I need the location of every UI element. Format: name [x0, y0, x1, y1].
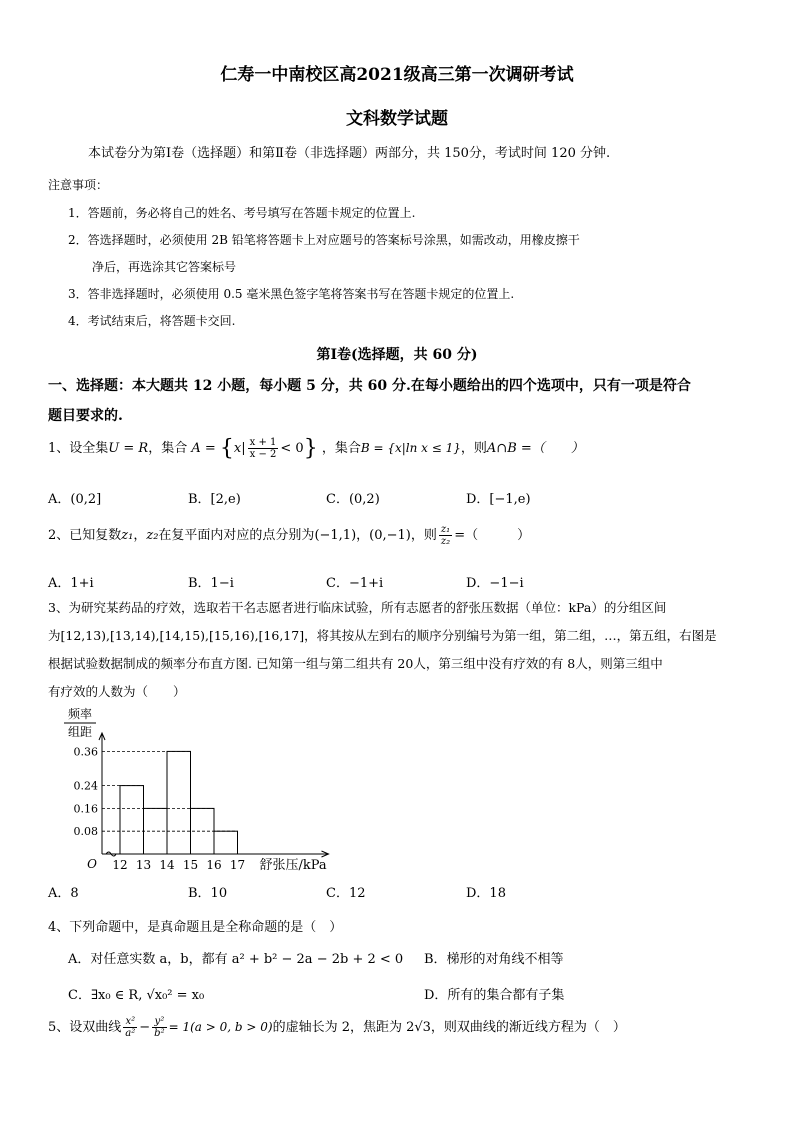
question-5 [48, 1016, 626, 1039]
section-desc: 题目要求的. [48, 408, 123, 424]
q2-fraction [439, 524, 452, 547]
note-item: 1．答题前，务必将自己的姓名、考号填写在答题卡规定的位置上. [68, 206, 416, 220]
option-b: B．10 [188, 886, 228, 901]
page-title: 仁寿一中南校区高2021级高三第一次调研考试 [220, 65, 574, 85]
q5-frac1 [123, 1016, 137, 1039]
note-item: 4．考试结束后，将答题卡交回. [68, 314, 236, 328]
q2-sep: ， [133, 528, 147, 543]
x-tick-label: 17 [229, 858, 246, 872]
option-a: A．1+i [48, 576, 94, 591]
frequency-histogram [50, 704, 370, 876]
q5-den2: b² [154, 1028, 165, 1039]
y-axis-label-den: 组距 [67, 725, 93, 739]
page-subtitle: 文科数学试题 [346, 109, 448, 129]
notes-heading: 注意事项： [48, 178, 109, 192]
q4-option-d: D．所有的集合都有子集 [424, 988, 565, 1003]
q2-frac-num: z₁ [440, 524, 451, 535]
q5-eq-tail: = 1(a > 0, b > 0) [168, 1020, 273, 1034]
q1-prefix: 1、设全集 [48, 441, 109, 456]
q5-minus: − [139, 1020, 151, 1035]
x-tick-label: 13 [135, 858, 152, 872]
q5-num2: y² [152, 1016, 166, 1028]
x-tick-label: 12 [112, 858, 128, 872]
q3-line: 有疗效的人数为（ ） [48, 684, 186, 699]
y-tick-label: 0.24 [73, 779, 98, 793]
y-tick-label: 0.08 [73, 825, 98, 839]
note-item: 净后，再选涂其它答案标号 [92, 260, 237, 274]
q1-setB: B = {x|ln x ≤ 1} [360, 441, 461, 455]
q2-text2: 在复平面内对应的点分别为 [158, 528, 315, 543]
option-a: A．(0,2] [48, 492, 102, 507]
option-b: B．1−i [188, 576, 234, 591]
q2-z2: z₂ [146, 528, 159, 543]
option-c: C．12 [326, 886, 366, 901]
q2-frac-den: z₂ [440, 536, 451, 547]
question-4: 4、下列命题中，是真命题且是全称命题的是（ ） [48, 920, 343, 935]
y-tick-label: 0.16 [73, 802, 98, 816]
q1-frac-num: x + 1 [249, 437, 277, 448]
note-item: 2．答选择题时，必须使用 2B 铅笔将答题卡上对应题号的答案标号涂黑，如需改动，用橡皮擦干 [68, 233, 580, 247]
q1-op: A∩B =（ ） [486, 441, 584, 456]
q3-line: 根据试验数据制成的频率分布直方图. 已知第一组与第二组共有 20人，第三组中没有疗效的有 8人，则第三组中 [48, 656, 663, 671]
q3-line: 为[12,13),[13,14),[14,15),[15,16),[16,17]，将其按从左到右的顺序分别编号为第一组，第二组，…，第五组，右图是 [48, 628, 717, 643]
x-tick-label: 14 [159, 858, 175, 872]
origin-label: O [87, 857, 97, 871]
q3-line: 3、为研究某药品的疗效，选取若干名志愿者进行临床试验，所有志愿者的舒张压数据（单位：kPa）的分组区间 [48, 600, 667, 615]
x-tick-label: 15 [182, 858, 199, 872]
q5-prefix: 5、设双曲线 [48, 1020, 122, 1035]
q1-mid: ，集合 [148, 441, 188, 456]
q5-rest: 的虚轴长为 2，焦距为 2√3，则双曲线的渐近线方程为（ ） [272, 1020, 626, 1035]
note-item: 3．答非选择题时，必须使用 0.5 毫米黑色签字笔将答案书写在答题卡规定的位置上. [68, 287, 515, 301]
q1-frac-den: x − 2 [249, 449, 277, 460]
x-axis-label: 舒张压/kPa [259, 858, 327, 873]
q1-mid2: ，集合 [321, 441, 361, 456]
q2-p1: (−1,1) [314, 528, 357, 543]
q1-fraction [248, 437, 279, 460]
q4-option-c: C．∃x₀ ∈ R, √x₀² = x₀ [68, 988, 205, 1003]
q4-option-a: A．对任意实数 a，b，都有 a² + b² − 2a − 2b + 2 < 0 [68, 952, 404, 967]
q5-den1: a² [125, 1028, 136, 1039]
q2-text3: ，则 [410, 528, 437, 543]
option-c: C．−1+i [326, 576, 384, 591]
q2-z1: z₁ [121, 528, 134, 543]
option-d: D．−1−i [466, 576, 524, 591]
q2-sep2: ， [356, 528, 370, 543]
y-tick-label: 0.36 [73, 745, 98, 759]
option-b: B．[2,e) [188, 492, 241, 507]
q5-num1: x² [123, 1016, 137, 1028]
section-desc: 一、选择题：本大题共 12 小题，每小题 5 分，共 60 分.在每小题给出的四个选项中，只有一项是符合 [48, 378, 691, 394]
q2-text1: 2、已知复数 [48, 528, 122, 543]
q1-setA-cond: < 0 [280, 441, 304, 456]
q2-eq: =（ ） [454, 528, 531, 543]
question-1: 1、设全集U = R，集合 A = {x| $\frac{x + 1}{x - 2}$ < 0} ，集合B = {x|ln x ≤ 1}，则A∩B =（ ） [48, 436, 584, 461]
option-d: D．18 [466, 886, 506, 901]
y-axis-label-num: 频率 [67, 707, 93, 721]
option-c: C．(0,2) [326, 492, 380, 507]
question-2 [48, 524, 530, 547]
left-brace-icon: { [219, 436, 234, 461]
q5-frac2 [152, 1016, 166, 1039]
q2-p2: (0,−1) [369, 528, 411, 543]
q4-option-b: B．梯形的对角线不相等 [424, 952, 564, 967]
right-brace-icon: } [303, 436, 318, 461]
histogram-bar [120, 786, 144, 854]
q1-tail: ，则 [460, 441, 487, 456]
x-tick-label: 16 [206, 858, 222, 872]
q1-setA-var: x [233, 441, 242, 456]
q1-universe: U = R [108, 441, 149, 456]
option-d: D．[−1,e) [466, 492, 531, 507]
q1-setA-left: A = [191, 441, 216, 456]
section-title: 第Ⅰ卷(选择题，共 60 分) [316, 347, 478, 363]
histogram-bar [214, 831, 238, 854]
option-a: A．8 [48, 886, 79, 901]
exam-intro: 本试卷分为第Ⅰ卷（选择题）和第Ⅱ卷（非选择题）两部分，共 150分，考试时间 120 分钟. [88, 146, 611, 161]
histogram-bar [167, 751, 191, 854]
